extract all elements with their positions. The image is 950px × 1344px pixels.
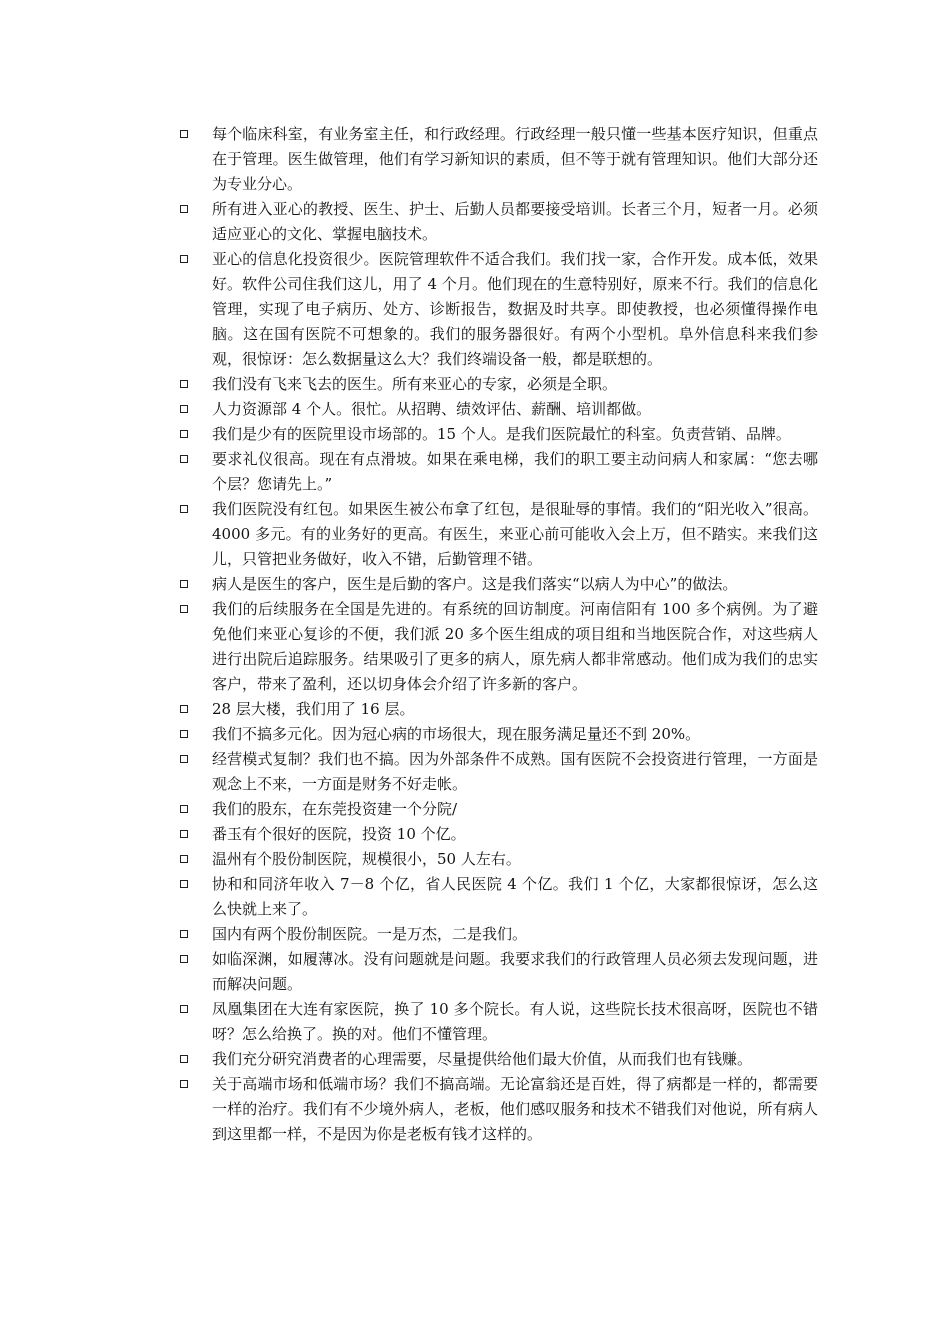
list-item xyxy=(178,847,818,872)
hollow-square-bullet-icon xyxy=(180,405,188,413)
list-item-text: 我们的后续服务在全国是先进的。有系统的回访制度。河南信阳有 100 多个病例。为了避免他们来亚心复诊的不便，我们派 20 多个医生组成的项目组和当地医院合作，对这些病人进行出院后追踪服务。结果吸引了更多的病人，原先病人都非常感动。他们成为我们的忠实客户，带来了盈利，还以切身体会介绍了许多新的客户。 xyxy=(212,600,818,693)
list-item xyxy=(178,872,818,922)
list-item xyxy=(178,397,818,422)
hollow-square-bullet-icon xyxy=(180,580,188,588)
list-item xyxy=(178,697,818,722)
list-item-text: 所有进入亚心的教授、医生、护士、后勤人员都要接受培训。长者三个月，短者一月。必须适应亚心的文化、掌握电脑技术。 xyxy=(212,200,818,243)
list-item xyxy=(178,822,818,847)
list-item-text: 我们的股东，在东莞投资建一个分院/ xyxy=(212,800,458,818)
list-item-text: 我们不搞多元化。因为冠心病的市场很大，现在服务满足量还不到 20%。 xyxy=(212,725,701,743)
hollow-square-bullet-icon xyxy=(180,255,188,263)
list-item xyxy=(178,722,818,747)
hollow-square-bullet-icon xyxy=(180,755,188,763)
list-item xyxy=(178,747,818,797)
list-item xyxy=(178,997,818,1047)
list-item xyxy=(178,122,818,197)
list-item-text: 番玉有个很好的医院，投资 10 个亿。 xyxy=(212,825,466,843)
hollow-square-bullet-icon xyxy=(180,880,188,888)
hollow-square-bullet-icon xyxy=(180,430,188,438)
list-item-text: 我们是少有的医院里设市场部的。15 个人。是我们医院最忙的科室。负责营销、品牌。 xyxy=(212,425,791,443)
list-item-text: 经营模式复制？我们也不搞。因为外部条件不成熟。国有医院不会投资进行管理，一方面是观念上不来，一方面是财务不好走帐。 xyxy=(212,750,818,793)
hollow-square-bullet-icon xyxy=(180,705,188,713)
list-item xyxy=(178,497,818,572)
hollow-square-bullet-icon xyxy=(180,855,188,863)
hollow-square-bullet-icon xyxy=(180,505,188,513)
hollow-square-bullet-icon xyxy=(180,730,188,738)
list-item-text: 我们充分研究消费者的心理需要，尽量提供给他们最大价值，从而我们也有钱赚。 xyxy=(212,1050,753,1068)
list-item-text: 我们没有飞来飞去的医生。所有来亚心的专家，必须是全职。 xyxy=(212,375,618,393)
hollow-square-bullet-icon xyxy=(180,380,188,388)
hollow-square-bullet-icon xyxy=(180,1080,188,1088)
list-item-text: 亚心的信息化投资很少。医院管理软件不适合我们。我们找一家，合作开发。成本低，效果好。软件公司住我们这儿，用了 4 个月。他们现在的生意特别好，原来不行。我们的信息化管理，实现了电子病历、处方、诊断报告，数据及时共享。即使教授，也必须懂得操作电脑。这在国有医院不可想象的。我们的服务器很好。有两个小型机。阜外信息科来我们参观，很惊讶：怎么数据量这么大？我们终端设备一般，都是联想的。 xyxy=(212,250,818,368)
hollow-square-bullet-icon xyxy=(180,930,188,938)
hollow-square-bullet-icon xyxy=(180,955,188,963)
list-item xyxy=(178,1072,818,1147)
list-item-text: 协和和同济年收入 7－8 个亿，省人民医院 4 个亿。我们 1 个亿，大家都很惊讶，怎么这么快就上来了。 xyxy=(212,875,818,918)
list-item-text: 病人是医生的客户，医生是后勤的客户。这是我们落实“以病人为中心”的做法。 xyxy=(212,575,738,593)
hollow-square-bullet-icon xyxy=(180,1055,188,1063)
hollow-square-bullet-icon xyxy=(180,830,188,838)
hollow-square-bullet-icon xyxy=(180,455,188,463)
list-item xyxy=(178,797,818,822)
list-item-text: 关于高端市场和低端市场？我们不搞高端。无论富翁还是百姓，得了病都是一样的，都需要一样的治疗。我们有不少境外病人，老板，他们感叹服务和技术不错我们对他说，所有病人到这里都一样，不是因为你是老板有钱才这样的。 xyxy=(212,1075,818,1143)
list-item-text: 凤凰集团在大连有家医院，换了 10 多个院长。有人说，这些院长技术很高呀，医院也不错呀？怎么给换了。换的对。他们不懂管理。 xyxy=(212,1000,818,1043)
hollow-square-bullet-icon xyxy=(180,805,188,813)
list-item-text: 如临深渊，如履薄冰。没有问题就是问题。我要求我们的行政管理人员必须去发现问题，进而解决问题。 xyxy=(212,950,818,993)
list-item xyxy=(178,197,818,247)
hollow-square-bullet-icon xyxy=(180,605,188,613)
list-item xyxy=(178,1047,818,1072)
list-item-text: 每个临床科室，有业务室主任，和行政经理。行政经理一般只懂一些基本医疗知识，但重点在于管理。医生做管理，他们有学习新知识的素质，但不等于就有管理知识。他们大部分还为专业分心。 xyxy=(212,125,818,193)
list-item xyxy=(178,372,818,397)
list-item xyxy=(178,247,818,372)
list-item xyxy=(178,422,818,447)
bullet-list xyxy=(178,122,818,1147)
hollow-square-bullet-icon xyxy=(180,130,188,138)
list-item-text: 人力资源部 4 个人。很忙。从招聘、绩效评估、薪酬、培训都做。 xyxy=(212,400,652,418)
list-item-text: 要求礼仪很高。现在有点滑坡。如果在乘电梯，我们的职工要主动问病人和家属：“您去哪个层？您请先上。” xyxy=(212,450,818,493)
hollow-square-bullet-icon xyxy=(180,1005,188,1013)
list-item-text: 温州有个股份制医院，规模很小，50 人左右。 xyxy=(212,850,521,868)
list-item xyxy=(178,572,818,597)
list-item xyxy=(178,947,818,997)
list-item-text: 国内有两个股份制医院。一是万杰，二是我们。 xyxy=(212,925,528,943)
list-item-text: 我们医院没有红包。如果医生被公布拿了红包，是很耻辱的事情。我们的“阳光收入”很高。4000 多元。有的业务好的更高。有医生，来亚心前可能收入会上万，但不踏实。来我们这儿，只管把业务做好，收入不错，后勤管理不错。 xyxy=(212,500,818,568)
list-item xyxy=(178,922,818,947)
hollow-square-bullet-icon xyxy=(180,205,188,213)
list-item xyxy=(178,597,818,697)
list-item-text: 28 层大楼，我们用了 16 层。 xyxy=(212,700,415,718)
list-item xyxy=(178,447,818,497)
